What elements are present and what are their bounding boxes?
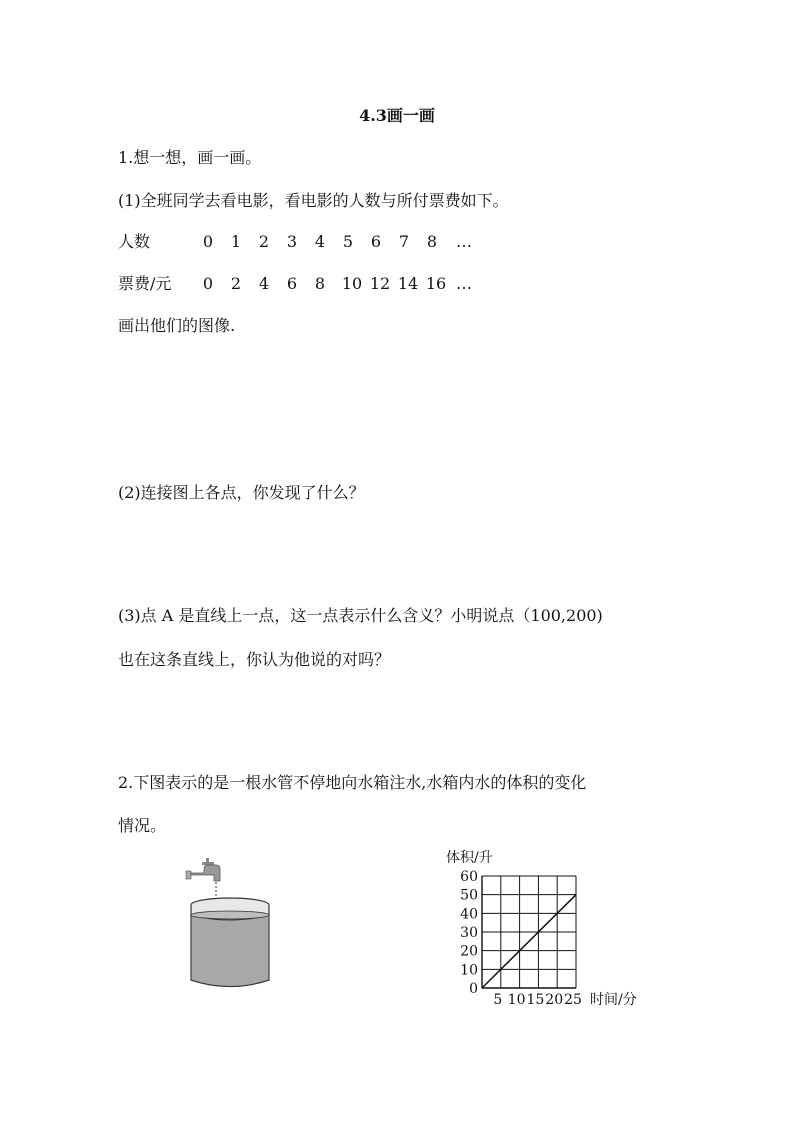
- y-tick-label: 0: [469, 981, 478, 997]
- people-cell: 3: [286, 232, 298, 251]
- x-tick-label: 10: [507, 992, 526, 1008]
- x-tick-label: 25: [564, 992, 582, 1008]
- fee-cell: 8: [314, 274, 326, 293]
- x-axis-label: 时间/分: [590, 992, 637, 1008]
- fee-cell: 0: [202, 274, 214, 293]
- y-tick-label: 10: [460, 962, 478, 979]
- row-label-people: 人数: [118, 232, 151, 251]
- series-line-volume: [482, 895, 576, 988]
- x-tick-label: 5: [493, 992, 503, 1008]
- people-cell: 0: [202, 232, 214, 251]
- people-cell: 4: [314, 232, 326, 251]
- people-cell: 6: [370, 232, 382, 251]
- table-row-people: [118, 232, 538, 252]
- y-tick-label: 40: [460, 906, 478, 923]
- page-title: 4.3画一画: [359, 106, 435, 125]
- y-tick-label: 50: [460, 887, 478, 904]
- people-cell: …: [456, 232, 472, 251]
- fee-cell: 12: [369, 274, 391, 293]
- row-label-fee: 票费/元: [118, 274, 172, 293]
- chart-ticks: [460, 869, 582, 1008]
- people-cell: 7: [398, 232, 410, 251]
- x-tick-label: 15: [526, 992, 545, 1008]
- question-1-heading: 1.想一想，画一画。: [118, 148, 262, 167]
- fee-cell: 2: [230, 274, 242, 293]
- tank-icon: [191, 898, 269, 987]
- x-tick-label: 20: [545, 992, 564, 1008]
- fee-cell: 14: [397, 274, 419, 293]
- fee-cell: 4: [258, 274, 270, 293]
- people-cell: 2: [258, 232, 270, 251]
- question-1-part-3-line-1: (3)点 A 是直线上一点，这一点表示什么含义？小明说点（100,200): [118, 606, 603, 625]
- fee-cell: 16: [425, 274, 447, 293]
- chart-grid: [482, 876, 576, 988]
- question-1-part-3-line-2: 也在这条直线上，你认为他说的对吗？: [118, 650, 391, 669]
- y-tick-label: 20: [460, 943, 478, 960]
- people-cell: 5: [342, 232, 354, 251]
- table-row-fee: [118, 274, 538, 294]
- y-tick-label: 60: [460, 869, 478, 885]
- question-1-part-1: (1)全班同学去看电影，看电影的人数与所付票费如下。: [118, 191, 509, 210]
- faucet-icon: [186, 858, 220, 899]
- fee-cell: 10: [341, 274, 363, 293]
- question-1-part-2: (2)连接图上各点，你发现了什么？: [118, 483, 365, 502]
- fee-cell: 6: [286, 274, 298, 293]
- question-2-line-2: 情况。: [118, 816, 167, 835]
- question-2-line-1: 2.下图表示的是一根水管不停地向水箱注水,水箱内水的体积的变化: [118, 773, 587, 792]
- y-tick-label: 30: [460, 925, 478, 941]
- y-axis-label: 体积/升: [446, 850, 493, 866]
- people-cell: 1: [230, 232, 242, 251]
- draw-instruction: 画出他们的图像.: [118, 316, 236, 335]
- volume-time-chart: [438, 845, 668, 1015]
- water-tank-illustration: [182, 855, 282, 995]
- fee-cell: …: [456, 274, 472, 293]
- people-cell: 8: [426, 232, 438, 251]
